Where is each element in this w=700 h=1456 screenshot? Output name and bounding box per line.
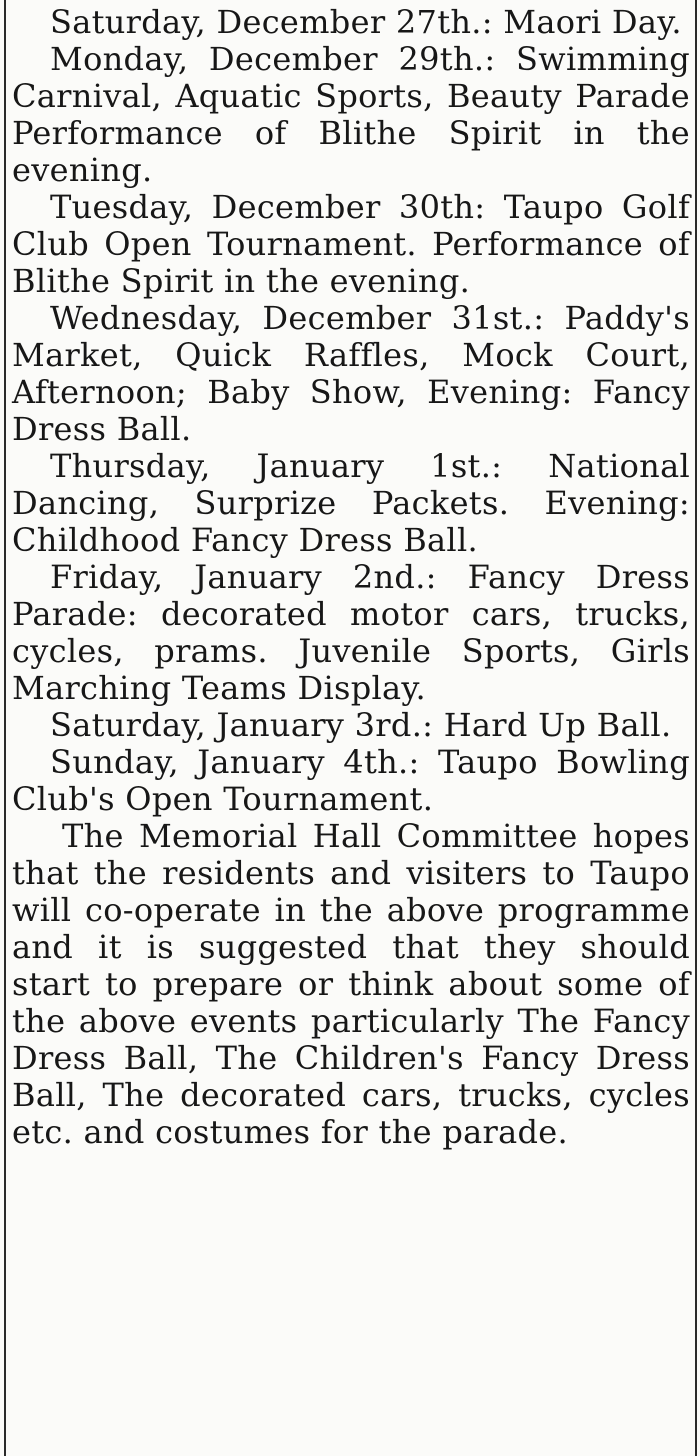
paragraph-fancy-dress-parade: Friday, January 2nd.: Fancy Dress Parade: decorated motor cars, trucks, cycles, prams. Juvenile Sports, Girls Marching Teams Display. [12, 558, 690, 707]
paragraph-maori-day: Saturday, December 27th.: Maori Day. [50, 3, 682, 41]
paragraph-bowling-tournament: Sunday, January 4th.: Taupo Bowling Club's Open Tournament. [12, 743, 690, 818]
paragraph-swimming-carnival: Monday, December 29th.: Swimming Carnival, Aquatic Sports, Beauty Parade Performance of Blithe Spirit in the evening. [12, 40, 690, 189]
article-column [12, 4, 690, 1151]
paragraph-paddys-market: Wednesday, December 31st.: Paddy's Market, Quick Raffles, Mock Court, Afternoon; Baby Show, Evening: Fancy Dress Ball. [12, 299, 690, 448]
paragraph-hard-up-ball: Saturday, January 3rd.: Hard Up Ball. [50, 706, 672, 744]
column-rule-right [695, 0, 697, 1456]
paragraph-committee-note: The Memorial Hall Committee hopes that the residents and visiters to Taupo will co-operate in the above programme and it is suggested that they should start to prepare or think about some of the above events particularly The Fancy Dress Ball, The Children's Fancy Dress Ball, The decorated cars, trucks, cycles etc. and costumes for the parade. [12, 817, 690, 1151]
paragraph-national-dancing: Thursday, January 1st.: National Dancing, Surprize Packets. Evening: Childhood Fancy Dress Ball. [12, 447, 690, 559]
column-rule-left [4, 0, 6, 1456]
paragraph-golf-tournament: Tuesday, December 30th: Taupo Golf Club Open Tournament. Performance of Blithe Spirit in the evening. [12, 188, 690, 300]
